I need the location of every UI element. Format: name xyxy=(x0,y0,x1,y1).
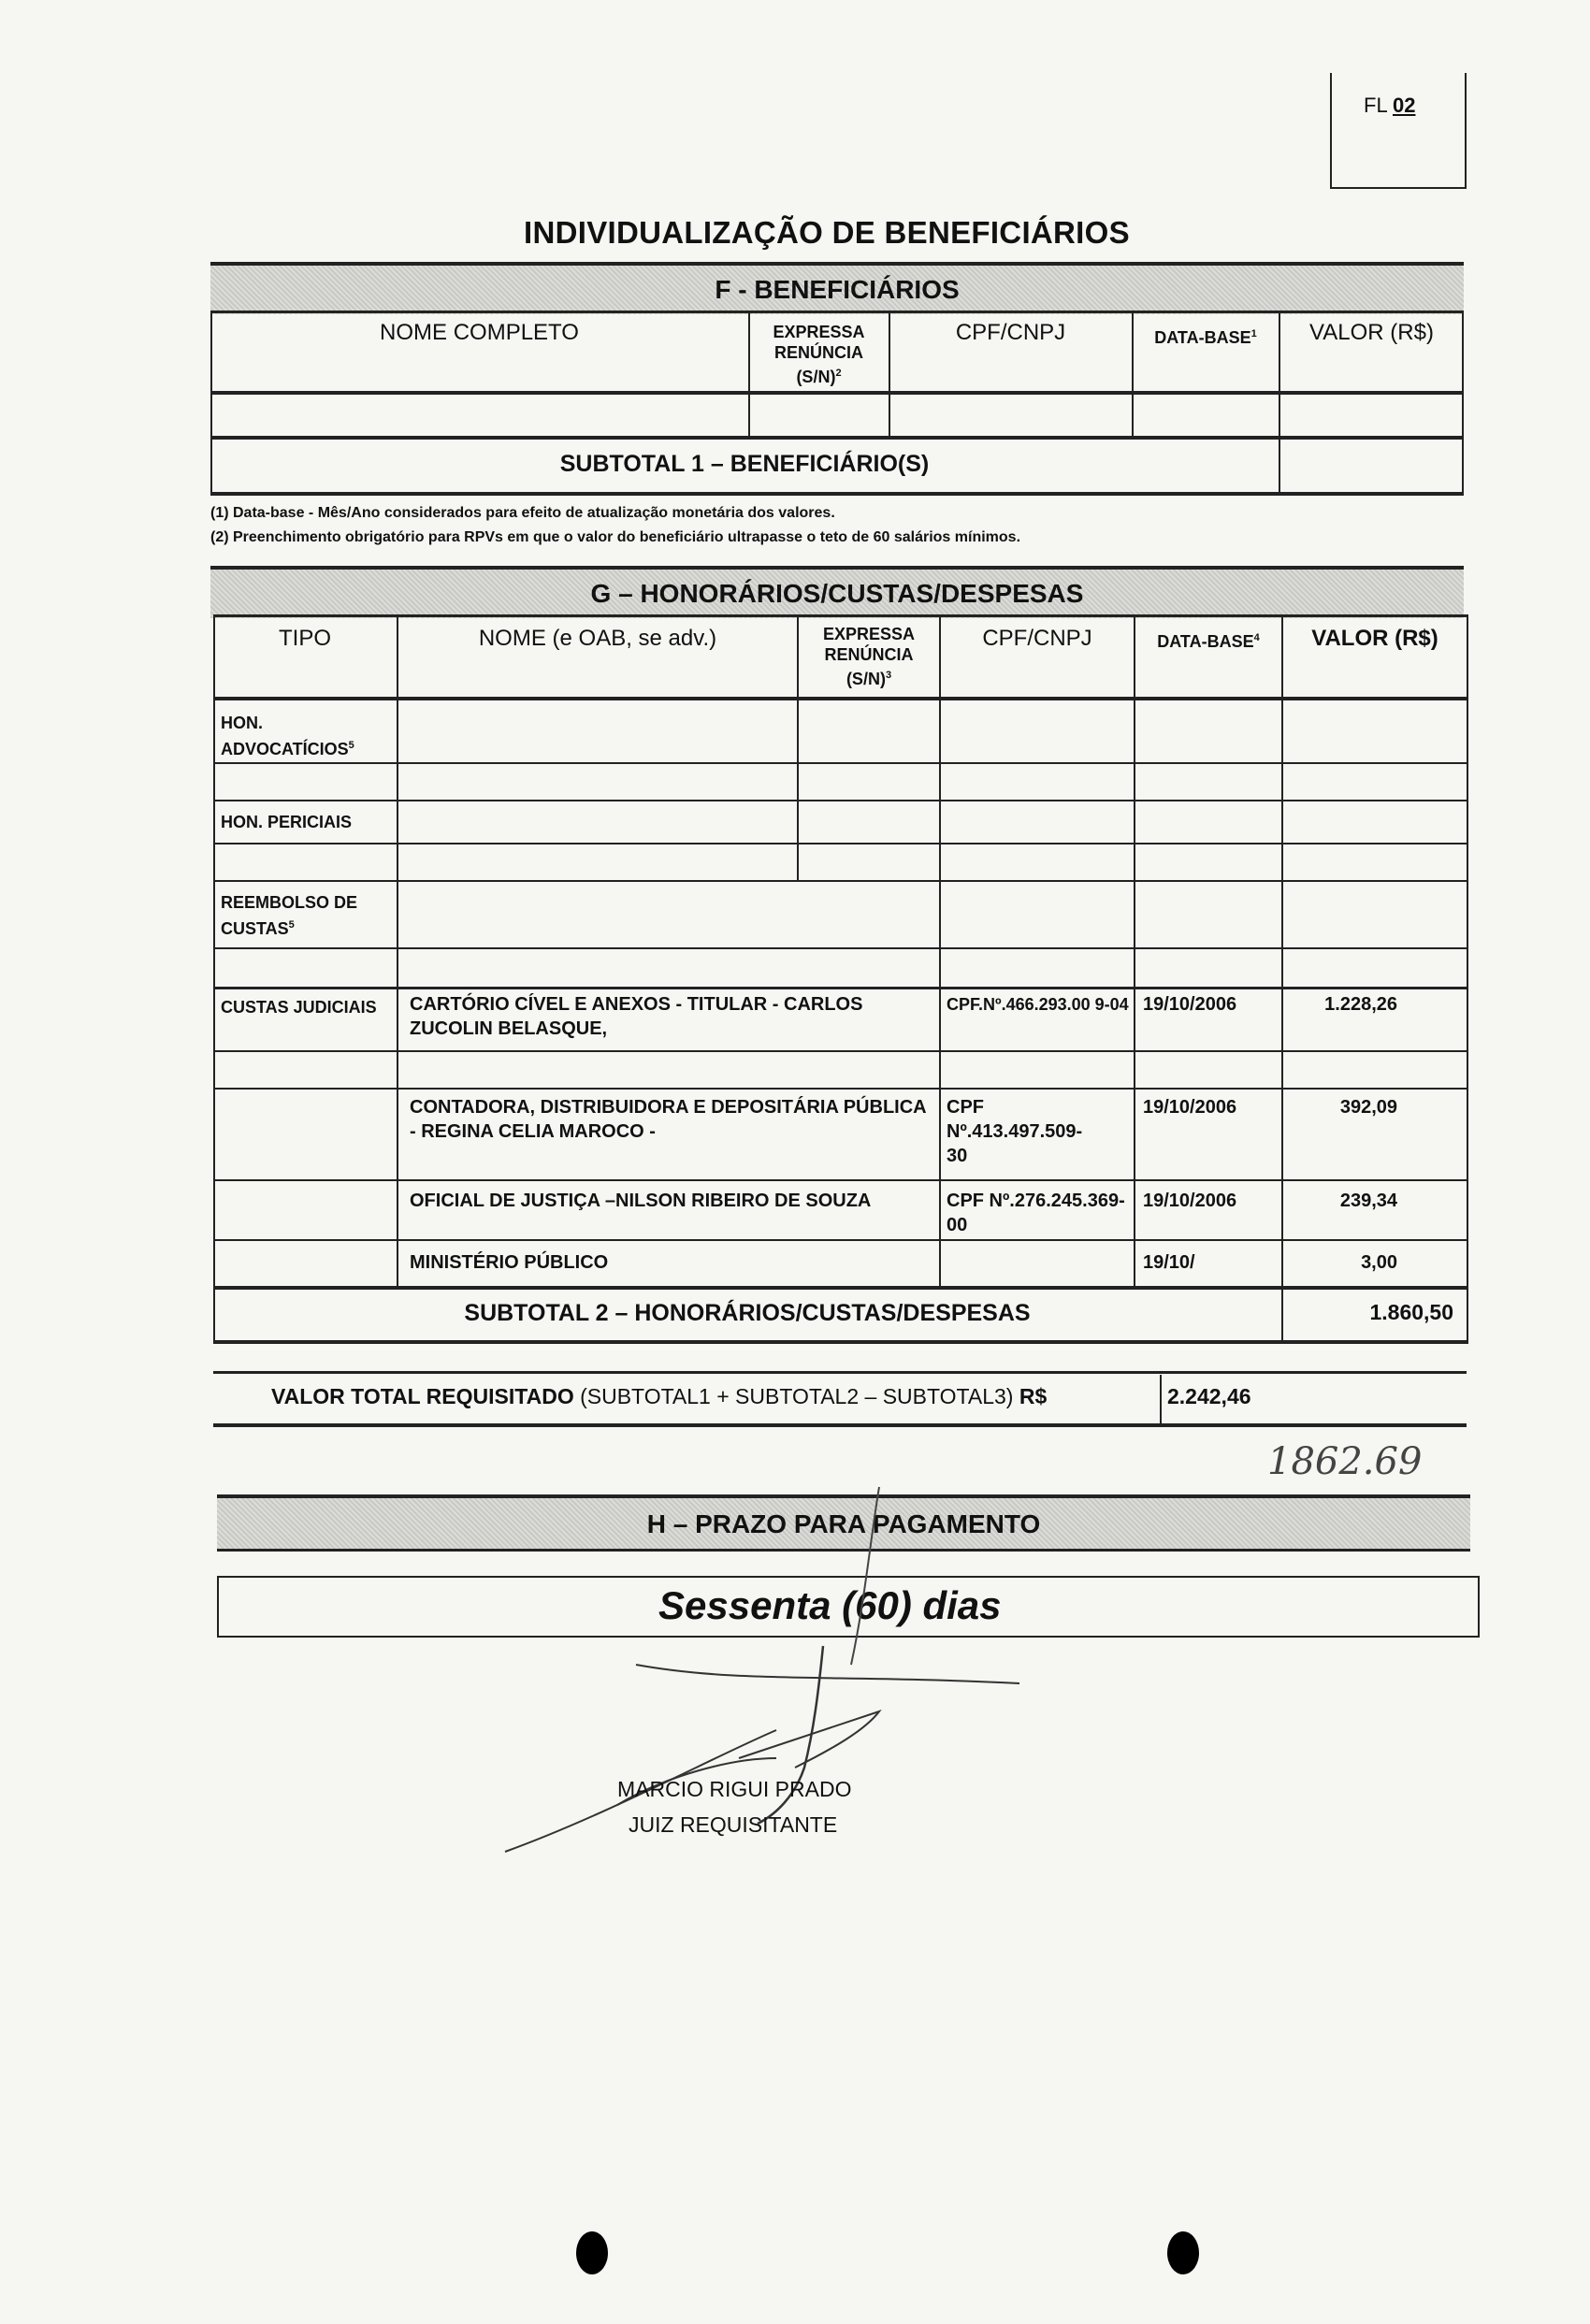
row-4-nome: MINISTÉRIO PÚBLICO xyxy=(410,1252,609,1273)
row-4-valor: 3,00 xyxy=(1361,1252,1397,1273)
page-label-number: 02 xyxy=(1392,94,1416,117)
f-note-1: (1) Data-base - Mês/Ano considerados para efeito de atualização monetária dos valores. xyxy=(210,505,835,521)
row-1-valor: 1.228,26 xyxy=(1324,994,1397,1015)
section-h-title: H – PRAZO PARA PAGAMENTO xyxy=(646,1509,1041,1538)
g-header-tipo: TIPO xyxy=(278,626,331,651)
g-header-nome: NOME (e OAB, se adv.) xyxy=(478,626,717,651)
row-1-cpf: CPF.Nº.466.293.00 9-04 xyxy=(947,995,1129,1014)
g-header-renuncia: EXPRESSA RENÚNCIA $(S/N)^3$ xyxy=(822,625,916,688)
f-header-name: NOME COMPLETO xyxy=(380,320,579,345)
row-3-cpf: CPF Nº.276.245.369-00 xyxy=(947,1191,1125,1235)
g-header-cpf: CPF/CNPJ xyxy=(982,626,1092,651)
row-3-valor: 239,34 xyxy=(1339,1191,1397,1211)
section-f-header xyxy=(210,262,1464,314)
total-value: 2.242,46 xyxy=(1167,1384,1251,1408)
g-subtotal-label: SUBTOTAL 2 – HONORÁRIOS/CUSTAS/DESPESAS xyxy=(464,1300,1031,1326)
section-f-table xyxy=(210,310,1464,494)
g-header-database: DATA-BASE$^4$ xyxy=(1157,632,1260,651)
signer-role: JUIZ REQUISITANTE xyxy=(629,1812,838,1837)
type-hon-advocaticios: HON. ADVOCATÍCIOS$^5$ xyxy=(221,714,354,758)
type-reembolso-custas: REEMBOLSO DE CUSTAS$^5$ xyxy=(221,893,358,938)
section-f-title: F - BENEFICIÁRIOS xyxy=(715,275,960,304)
row-4-data: 19/10/ xyxy=(1143,1252,1195,1273)
page-label xyxy=(1364,94,1415,118)
row-1-data: 19/10/2006 xyxy=(1143,994,1237,1015)
f-header-database: DATA-BASE$^1$ xyxy=(1154,328,1257,347)
row-2-cpf: CPF Nº.413.497.509- 30 xyxy=(947,1097,1083,1166)
f-note-2: (2) Preenchimento obrigatório para RPVs em que o valor do beneficiário ultrapasse o teto de 60 salários mínimos. xyxy=(210,529,1021,545)
row-1-nome: CARTÓRIO CÍVEL E ANEXOS - TITULAR - CARLOS ZUCOLIN BELASQUE, xyxy=(410,994,863,1039)
g-subtotal-value: 1.860,50 xyxy=(1369,1300,1453,1324)
type-custas-judiciais: CUSTAS JUDICIAIS xyxy=(221,998,377,1017)
row-3-nome: OFICIAL DE JUSTIÇA –NILSON RIBEIRO DE SOUZA xyxy=(410,1191,872,1211)
punch-hole-left xyxy=(576,2231,608,2274)
row-3-data: 19/10/2006 xyxy=(1143,1191,1237,1211)
section-g-header xyxy=(210,566,1464,618)
section-g-table xyxy=(213,614,1468,1344)
type-hon-periciais: HON. PERICIAIS xyxy=(221,813,353,831)
page-label-box xyxy=(1330,73,1467,189)
document-title: INDIVIDUALIZAÇÃO DE BENEFICIÁRIOS xyxy=(524,215,1130,250)
punch-hole-right xyxy=(1167,2231,1199,2274)
section-g-title: G – HONORÁRIOS/CUSTAS/DESPESAS xyxy=(590,579,1084,608)
page-label-prefix: FL xyxy=(1364,94,1387,117)
f-header-valor: VALOR (R$) xyxy=(1309,320,1434,345)
row-2-valor: 392,09 xyxy=(1339,1097,1397,1118)
g-header-valor: VALOR (R$) xyxy=(1311,626,1438,651)
prazo-text: Sessenta (60) dias xyxy=(658,1583,1002,1627)
f-header-renuncia: EXPRESSA RENÚNCIA $(S/N)^2$ xyxy=(773,323,865,386)
total-label: VALOR TOTAL REQUISITADO (SUBTOTAL1 + SUBTOTAL2 – SUBTOTAL3) R$ xyxy=(271,1384,1048,1408)
signer-name: MARCIO RIGUI PRADO xyxy=(617,1777,852,1801)
handwritten-value: 1862.69 xyxy=(1267,1440,1423,1483)
f-subtotal-label: SUBTOTAL 1 – BENEFICIÁRIO(S) xyxy=(559,451,930,477)
signature-mark xyxy=(496,1487,1057,1861)
row-2-data: 19/10/2006 xyxy=(1143,1097,1237,1118)
f-header-cpf: CPF/CNPJ xyxy=(955,320,1066,345)
row-2-nome: CONTADORA, DISTRIBUIDORA E DEPOSITÁRIA PÚBLICA - REGINA CELIA MAROCO - xyxy=(410,1097,926,1142)
